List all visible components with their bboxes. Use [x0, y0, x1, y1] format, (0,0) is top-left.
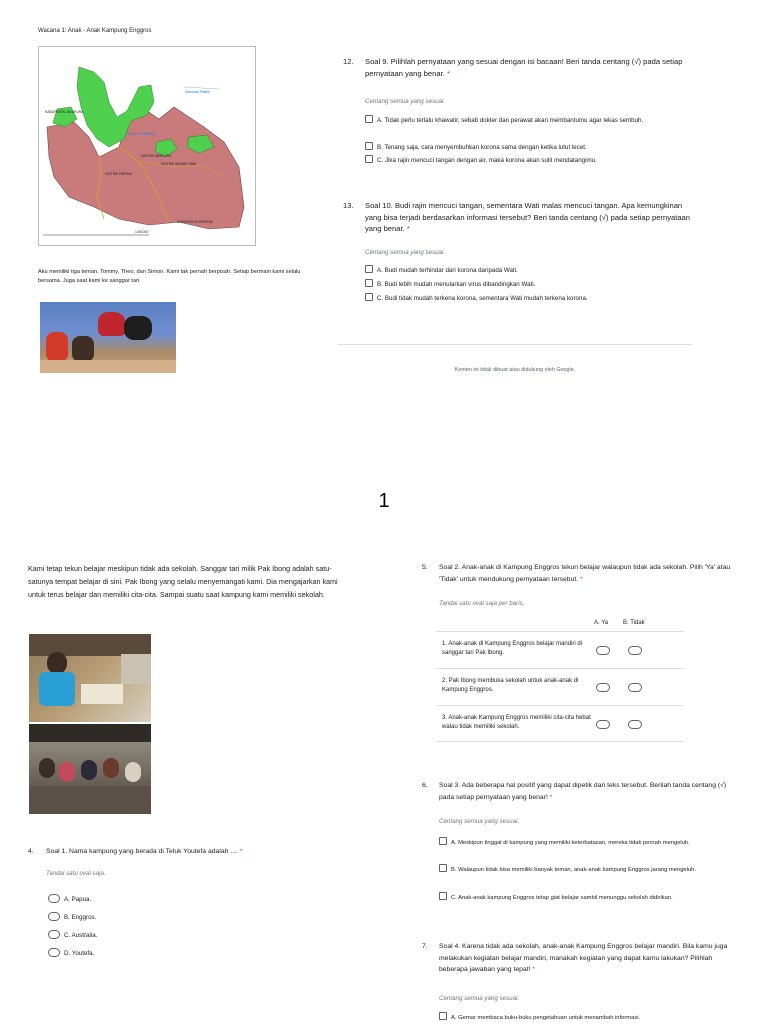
q5-col-tidak: B. Tidak	[623, 620, 645, 626]
map-graphic	[39, 47, 255, 245]
q5-row-3-label: 3. Anak-anak Kampung Enggros memiliki cita-cita hebat walau tidak memiliki sekolah.	[442, 715, 591, 730]
q6-title	[439, 780, 739, 803]
q6-title-text: Soal 3. Ada beberapa hal positif yang dapat dipetik dari teks tersebut. Berilah tanda centang (√) pada setiap pernyataan yang benar!	[439, 782, 727, 801]
q4-title-text: Soal 1. Nama kampung yang berada di Teluk Youtefa adalah ....	[46, 848, 238, 855]
child-reading-photo	[29, 634, 151, 722]
children-photo-1	[40, 302, 176, 373]
checkbox[interactable]	[365, 265, 373, 273]
q5-title-text: Soal 2. Anak-anak di Kampung Enggros tekun belajar walaupun tidak ada sekolah. Pilih 'Ya' atau 'Tidak' untuk mendukung pernyataan tersebut.	[439, 564, 731, 583]
q6-option-b[interactable]: B. Walaupun tidak bisa memiliki banyak teman, anak-anak kampung Enggros jarang mengeluh.	[439, 864, 739, 876]
divider	[338, 344, 692, 345]
q13-option-a[interactable]: A. Budi mudah terhindar dari korona daripada Wati.	[365, 265, 685, 276]
page-number: 1	[378, 490, 390, 512]
checkbox[interactable]	[365, 142, 373, 150]
q5-required-marker: *	[580, 575, 583, 583]
map-label-bottom-right: KABUPATEN KEEROM	[177, 220, 213, 224]
q13-title	[365, 200, 695, 235]
q5-number: 5.	[422, 564, 428, 571]
q5-row-2-label: 2. Pak Ibong membuka sekolah untuk anak-anak di Kampung Enggros.	[442, 678, 579, 693]
radio-button[interactable]	[48, 894, 60, 903]
q7-option-a[interactable]: A. Gemar membaca buku-buku pengetahuan untuk menambah informasi.	[439, 1012, 739, 1024]
page2-paragraph: Kami tetap tekun belajar meskipun tidak ada sekolah. Sanggar tari milik Pak Ibong adalah satu-satunya tempat belajar di sini. Pak Ibong yang selalu menyemangati kami. Dia mengajarkan kami untuk terus belajar dan memiliki cita-cita. Sampai suatu saat kampung kami memiliki sekolah.	[28, 564, 338, 599]
q4-option-d[interactable]: D. Youtefa.	[48, 948, 94, 959]
q12-title-text: Soal 9. Pilihlah pernyataan yang sesuai dengan isi bacaan! Beri tanda centang (√) pada setiap pernyataan yang benar.	[365, 57, 683, 78]
q13-option-b[interactable]: B. Budi lebih mudah menularkan virus dibandingkan Wati.	[365, 279, 685, 290]
q4-title	[46, 846, 346, 858]
q5-row-3-ya-radio[interactable]	[596, 720, 610, 729]
checkbox[interactable]	[439, 892, 447, 900]
q5-row-1-tidak-radio[interactable]	[628, 646, 642, 655]
q13-hint: Centang semua yang sesuai.	[365, 249, 446, 256]
checkbox[interactable]	[439, 1012, 447, 1020]
map-label-center: DISTRIK ABEPURA	[141, 154, 172, 158]
map-label-center-left: DISTRIK HERAM	[105, 172, 132, 176]
q5-col-ya: A. Ya	[594, 620, 609, 626]
q4-hint: Tandai satu oval saja.	[46, 870, 106, 877]
map-label-center-right: DISTRIK MUARA TAMI	[161, 162, 197, 166]
q5-row-2-ya-radio[interactable]	[596, 683, 610, 692]
q4-number: 4.	[28, 848, 34, 855]
q4-option-c[interactable]: C. Australia.	[48, 930, 97, 941]
q4-required-marker: *	[239, 848, 243, 855]
q12-option-c[interactable]: C. Jika rajin mencuci tangan dengan air, maka korona akan sulit mendatangimu.	[365, 155, 685, 166]
checkbox[interactable]	[365, 279, 373, 287]
radio-button[interactable]	[48, 912, 60, 921]
q5-row-1-ya-radio[interactable]	[596, 646, 610, 655]
q7-hint: Centang semua yang sesuai.	[439, 995, 520, 1002]
q6-option-c[interactable]: C. Anak-anak kampung Enggros tetap giat belajar sambil menunggu sekolah didirikan.	[439, 892, 739, 904]
papua-map	[38, 46, 256, 246]
q7-title-text: Soal 4. Karena tidak ada sekolah, anak-anak Kampung Enggros belajar mandiri. Bila kamu juga melakukan kegiatan belajar mandiri, manakah kegiatan yang dapat kamu lakukan? Pilihlah beberapa jawaban yang tepat!	[439, 943, 728, 973]
map-label-left-top: KABUPATEN JAYAPURA	[45, 110, 84, 114]
checkbox[interactable]	[365, 115, 373, 123]
checkbox[interactable]	[365, 155, 373, 163]
q7-number: 7.	[422, 943, 428, 950]
map-label-scale: 1:50.000	[135, 230, 149, 234]
radio-button[interactable]	[48, 930, 60, 939]
q12-option-b[interactable]: B. Tenang saja, cara menyembuhkan korona sama dengan ketika lutut lecet.	[365, 142, 685, 153]
q12-hint: Centang semua yang sesuai.	[365, 98, 446, 105]
q12-required-marker: *	[446, 68, 450, 78]
wacana-title: Wacana 1: Anak - Anak Kampung Enggros	[38, 28, 152, 34]
google-disclaimer: Konten ini tidak dibuat atau didukung oleh Google.	[454, 367, 576, 373]
q6-number: 6.	[422, 782, 428, 789]
q5-row-3	[436, 705, 684, 742]
children-group-photo	[29, 724, 151, 814]
q12-number: 12.	[343, 57, 354, 66]
q13-required-marker: *	[406, 224, 410, 233]
checkbox[interactable]	[365, 293, 373, 301]
map-label-right-top: Samudra Pasifik	[185, 90, 210, 94]
q12-option-a[interactable]: A. Tidak perlu terlalu khawatir, sebab dokter dan perawat akan membantumu agar lekas sembuh.	[365, 115, 685, 126]
q5-hint: Tandai satu oval saja per baris.	[439, 600, 525, 607]
q6-hint: Centang semua yang sesuai.	[439, 818, 520, 825]
q13-number: 13.	[343, 201, 354, 210]
q5-row-3-tidak-radio[interactable]	[628, 720, 642, 729]
q6-option-a[interactable]: A. Meskipun tinggal di kampung yang memiliki keterbatasan, mereka tidak pernah mengeluh.	[439, 837, 739, 849]
checkbox[interactable]	[439, 864, 447, 872]
q7-required-marker: *	[532, 966, 535, 973]
q13-title-text: Soal 10. Budi rajin mencuci tangan, sementara Wati malas mencuci tangan. Apa kemungkinan yang bisa terjadi berdasarkan informasi tersebut? Beri tanda centang (√) pada setiap pernyataan yang benar.	[365, 201, 690, 233]
q5-row-2-tidak-radio[interactable]	[628, 683, 642, 692]
intro-paragraph: Aku memiliki tiga teman. Tommy, Theo, dan Simon. Kami tak pernah berpisah. Setiap bermain kami selalu bersama. Juga saat kami ke sanggar tari.	[38, 269, 301, 284]
q5-title	[439, 562, 739, 585]
checkbox[interactable]	[439, 837, 447, 845]
map-label-middle: TELUK YOUTEFA	[127, 132, 155, 136]
q5-row-2	[436, 668, 684, 705]
q7-title	[439, 941, 739, 976]
q13-option-c[interactable]: C. Budi tidak mudah terkena korona, sementara Wati mudah terkena korona.	[365, 293, 685, 304]
q6-required-marker: *	[549, 793, 553, 801]
q12-title	[365, 56, 695, 79]
q5-row-1	[436, 631, 684, 668]
radio-button[interactable]	[48, 948, 60, 957]
q4-option-b[interactable]: B. Enggros.	[48, 912, 96, 923]
q4-option-a[interactable]: A. Papua.	[48, 894, 91, 905]
q5-row-1-label: 1. Anak-anak di Kampung Enggros belajar mandiri di sanggar tari Pak Ibong.	[442, 641, 583, 656]
